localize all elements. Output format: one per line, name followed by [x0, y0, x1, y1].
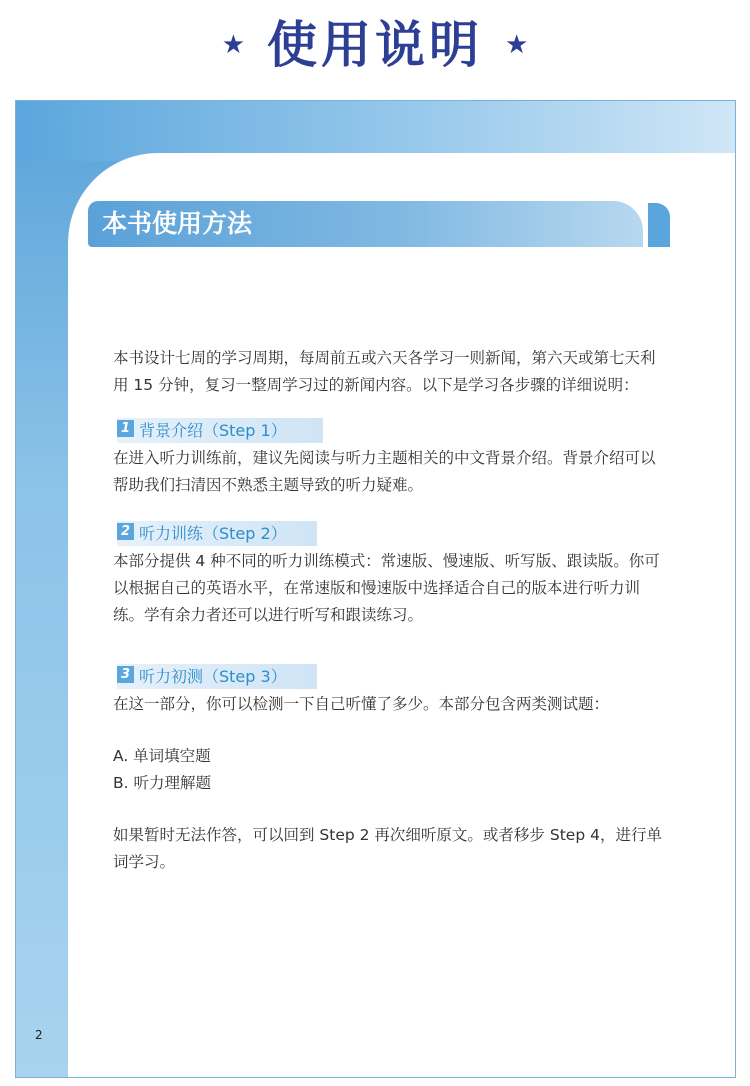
step-heading [113, 664, 665, 689]
step-heading [113, 521, 665, 546]
intro-paragraph: 本书设计七周的学习周期，每周前五或六天各学习一则新闻，第六天或第七天利用 15 分钟，复习一整周学习过的新闻内容。以下是学习各步骤的详细说明： [113, 349, 656, 394]
step-number-badge: 2 [117, 523, 134, 540]
content-body [113, 345, 665, 876]
step-title: 听力训练（Step 2） [139, 524, 287, 543]
page-number: 2 [35, 1028, 43, 1042]
step-body: 在进入听力训练前，建议先阅读与听力主题相关的中文背景介绍。背景介绍可以帮助我们扫清因不熟悉主题导致的听力疑难。 [113, 449, 656, 494]
step-title: 背景介绍（Step 1） [139, 421, 287, 440]
list-item: A. 单词填空题 [113, 747, 211, 765]
step-body: 在这一部分，你可以检测一下自己听懂了多少。本部分包含两类测试题： [113, 695, 610, 713]
closing-paragraph: 如果暂时无法作答，可以回到 Step 2 再次细听原文。或者移步 Step 4，进行单词学习。 [113, 826, 662, 871]
star-icon: ★ [221, 30, 245, 60]
page-title: 使用说明 [267, 15, 483, 74]
step-number-badge: 3 [117, 666, 134, 683]
step-heading [113, 418, 665, 443]
section-banner [88, 201, 668, 247]
page-header [0, 0, 750, 90]
banner-tail [648, 203, 670, 247]
decorative-band [16, 101, 735, 161]
list-item: B. 听力理解题 [113, 774, 211, 792]
step-title: 听力初测（Step 3） [139, 667, 287, 686]
section-title: 本书使用方法 [102, 209, 253, 238]
star-icon: ★ [505, 30, 529, 60]
step-body: 本部分提供 4 种不同的听力训练模式：常速版、慢速版、听写版、跟读版。你可以根据自己的英语水平，在常速版和慢速版中选择适合自己的版本进行听力训练。学有余力者还可以进行听写和跟读练习。 [113, 552, 660, 624]
step-number-badge: 1 [117, 420, 134, 437]
